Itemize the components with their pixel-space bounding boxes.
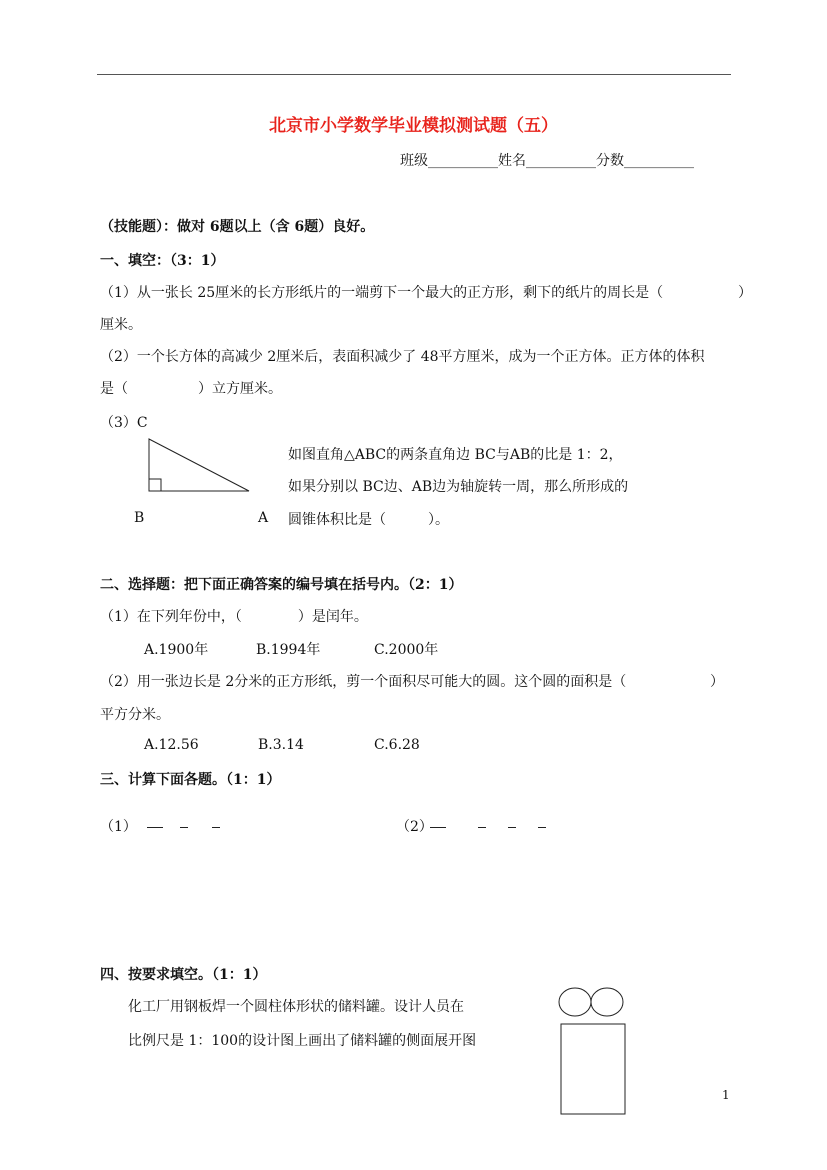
s2-q2-close-paren: ） [710, 674, 724, 690]
fraction-bar [147, 827, 163, 828]
s3-problem1-label: （1） [100, 819, 137, 835]
fraction-bar [508, 827, 516, 828]
s2-q2-line1: （2）用一张边长是 2分米的正方形纸，剪一个面积尽可能大的圆。这个圆的面积是（ [100, 674, 627, 690]
s1-q1-line2: 厘米。 [100, 317, 142, 333]
s1-q3-label: （3）C [100, 415, 148, 431]
cylinder-net-diagram [555, 986, 630, 1116]
s3-problem2-label: （2） [396, 819, 433, 835]
section2-heading: 二、选择题：把下面正确答案的编号填在括号内。（2：1） [100, 577, 463, 593]
s1-q3-text1: 如图直角△ABC的两条直角边 BC与AB的比是 1：2， [288, 447, 623, 463]
s4-text-line2: 比例尺是 1：100的设计图上画出了储料罐的侧面展开图 [128, 1033, 477, 1049]
s2-q1-option-a: A.1900年 [144, 642, 209, 658]
s1-q3-text3: 圆锥体积比是（ ）。 [288, 512, 449, 528]
section1-heading: 一、填空：（3：1） [100, 253, 225, 269]
fraction-bar [212, 827, 220, 828]
header-rule [97, 74, 731, 75]
s1-q2-line1: （2）一个长方体的高减少 2厘米后，表面积减少了 48平方厘米，成为一个正方体。正方体的体积 [100, 349, 705, 365]
fraction-bar [538, 827, 546, 828]
s2-q1-option-b: B.1994年 [256, 642, 321, 658]
section3-heading: 三、计算下面各题。（1：1） [100, 772, 281, 788]
s2-q2-option-b: B.3.14 [258, 737, 304, 753]
s2-q1: （1）在下列年份中，（ ）是闰年。 [100, 609, 368, 625]
vertex-label-b: B [134, 510, 145, 526]
right-triangle-diagram [146, 436, 256, 496]
fraction-bar [478, 827, 486, 828]
s2-q2-option-a: A.12.56 [144, 737, 199, 753]
s1-q3-text2: 如果分别以 BC边、AB边为轴旋转一周，那么所形成的 [288, 479, 629, 495]
s2-q2-line2: 平方分米。 [100, 707, 170, 723]
vertex-label-a: A [258, 510, 269, 526]
s1-q2-line2: 是（ ）立方厘米。 [100, 381, 282, 397]
student-info-fields: 班级__________姓名__________分数__________ [400, 153, 694, 169]
s1-q1-line1: （1）从一张长 25厘米的长方形纸片的一端剪下一个最大的正方形，剩下的纸片的周长是（ [100, 285, 664, 301]
intro-note: （技能题）：做对 6题以上（含 6题）良好。 [100, 219, 375, 235]
fraction-bar [430, 827, 446, 828]
section4-heading: 四、按要求填空。（1：1） [100, 967, 267, 983]
s1-q1-close-paren: ） [738, 285, 752, 301]
page-number: 1 [722, 1088, 730, 1102]
page-title: 北京市小学数学毕业模拟测试题（五） [269, 116, 558, 136]
fraction-bar [180, 827, 188, 828]
s2-q1-option-c: C.2000年 [374, 642, 439, 658]
s4-text-line1: 化工厂用钢板焊一个圆柱体形状的储料罐。设计人员在 [128, 999, 464, 1015]
s2-q2-option-c: C.6.28 [374, 737, 420, 753]
